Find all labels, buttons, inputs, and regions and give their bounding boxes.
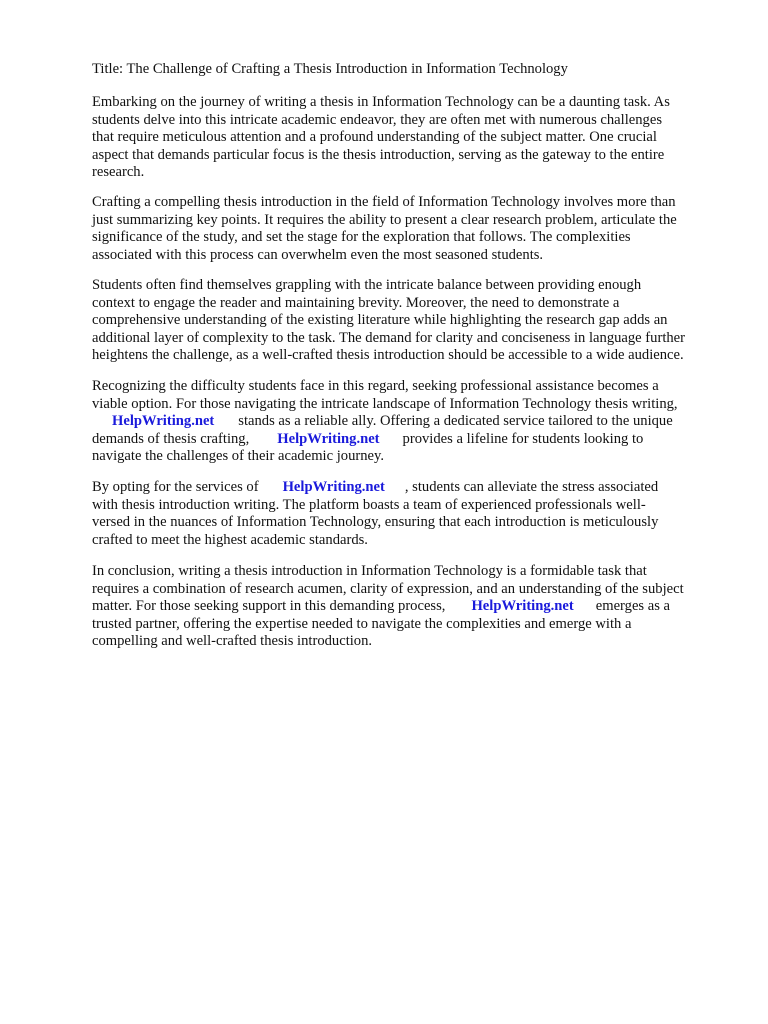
text-line: viable option. For those navigating the intricate landscape of Information Technology thesis writing, [92,395,678,412]
text-line: associated with this process can overwhelm even the most seasoned students. [92,246,544,263]
text-line: heightens the challenge, as a well-crafted thesis introduction should be accessible to a wide audience. [92,347,684,363]
text-fragment: demands of thesis crafting, [92,430,250,447]
text-fragment: By opting for the services of [92,479,259,495]
text-line: In conclusion, writing a thesis introduction in Information Technology is a formidable task that [92,563,647,579]
helpwriting-link[interactable]: HelpWriting.net [471,598,574,614]
text-fragment: provides a lifeline for students looking to [402,430,644,447]
text-line: crafted to meet the highest academic standards. [92,531,368,548]
text-fragment: , students can alleviate the stress associated [404,479,659,495]
helpwriting-link[interactable]: HelpWriting.net [112,413,215,429]
text-fragment: matter. For those seeking support in this demanding process, [92,598,446,614]
text-fragment: stands as a reliable ally. Offering a dedicated service tailored to the unique [238,413,673,429]
text-line-with-link [92,431,728,449]
helpwriting-link[interactable]: HelpWriting.net [277,430,380,447]
text-line: that require meticulous attention and a profound understanding of the subject matter. One crucial [92,129,657,145]
text-line: Recognizing the difficulty students face in this regard, seeking professional assistance becomes a [92,378,659,394]
text-line: additional layer of complexity to the task. The demand for clarity and conciseness in language further [92,329,686,346]
document-title [92,61,728,79]
paragraph-2 [92,194,728,264]
paragraph-4 [92,378,728,466]
paragraph-1 [92,94,728,182]
text-line: context to engage the reader and maintaining brevity. Moreover, the need to demonstrate a [92,294,620,311]
text-line: Crafting a compelling thesis introduction in the field of Information Technology involves more than [92,194,676,210]
text-fragment: emerges as a [595,598,671,614]
text-line: significance of the study, and set the stage for the exploration that follows. The complexities [92,229,631,245]
paragraph-5 [92,479,728,549]
text-line: aspect that demands particular focus is the thesis introduction, serving as the gateway to the entire [92,146,665,163]
paragraph-6 [92,563,728,651]
text-line: comprehensive understanding of the existing literature while highlighting the research gap adds an [92,312,668,328]
text-line: compelling and well-crafted thesis introduction. [92,633,373,649]
text-line: just summarizing key points. It requires the ability to present a clear research problem, articulate the [92,211,677,228]
text-line-with-link [92,479,728,497]
text-line: navigate the challenges of their academic journey. [92,448,385,464]
text-line: research. [92,164,145,180]
text-line: requires a combination of research acumen, clarity of expression, and an understanding of the subject [92,580,684,597]
text-line-with-link [92,413,728,431]
text-line-with-link [92,598,728,616]
title-text: Title: The Challenge of Crafting a Thesis Introduction in Information Technology [92,61,568,77]
text-line: versed in the nuances of Information Technology, ensuring that each introduction is meticulously [92,514,659,530]
text-line: students delve into this intricate academic endeavor, they are often met with numerous challenges [92,111,662,128]
text-line: with thesis introduction writing. The platform boasts a team of experienced professionals well- [92,496,646,513]
paragraph-3 [92,277,728,365]
text-line: Students often find themselves grappling with the intricate balance between providing enough [92,277,642,293]
helpwriting-link[interactable]: HelpWriting.net [282,479,385,495]
text-line: trusted partner, offering the expertise needed to navigate the complexities and emerge with a [92,615,632,632]
text-line: Embarking on the journey of writing a thesis in Information Technology can be a daunting task. As [92,94,670,110]
